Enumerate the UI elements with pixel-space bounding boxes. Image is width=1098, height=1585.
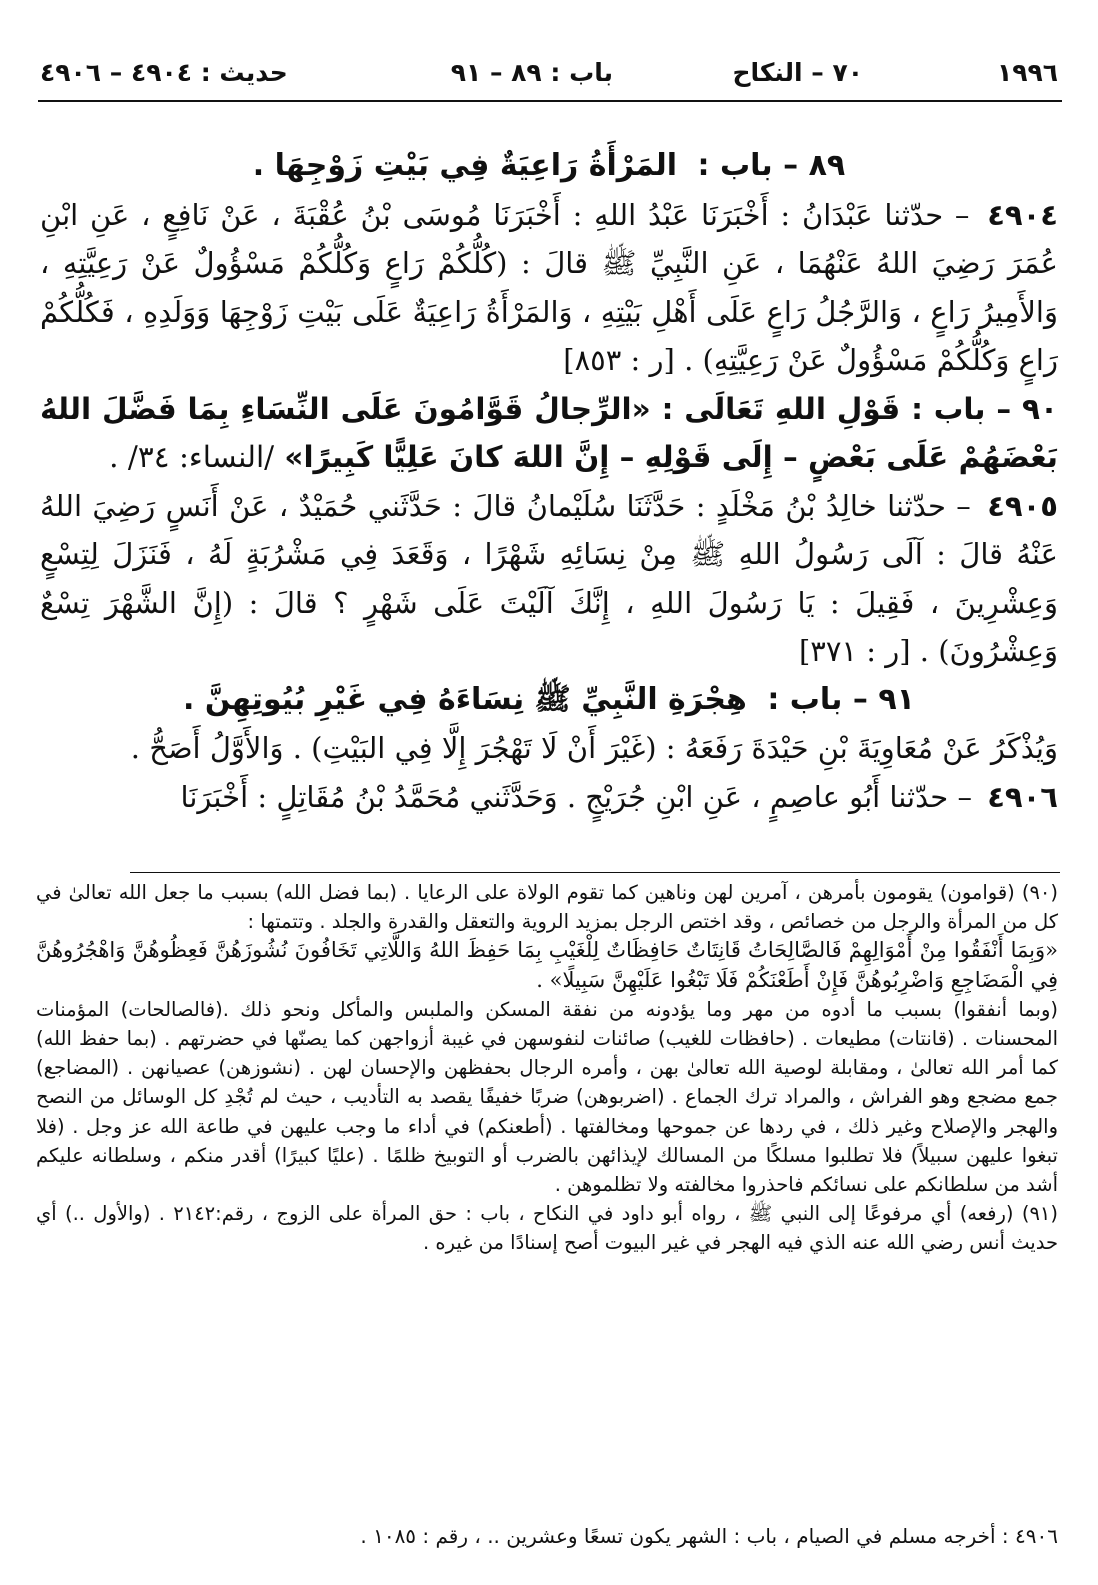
hadith-4906 xyxy=(40,773,1058,822)
page-number: ١٩٩٦ xyxy=(996,58,1058,87)
header-divider xyxy=(38,100,1062,102)
bab-89-title: المَرْأَةُ رَاعِيَةٌ فِي بَيْتِ زَوْجِهَا . xyxy=(252,148,678,183)
bab-91-text: وَيُذْكَرُ عَنْ مُعَاوِيَةَ بْنِ حَيْدَةَ رَفَعَهُ : (غَيْرَ أَنْ لَا تَهْجُرَ إِلَّا فِي البَيْتِ) . وَالأَوَّلُ أَصَحُّ . xyxy=(130,731,1058,765)
bab-89-heading xyxy=(40,142,1058,191)
bab-90-title: قَوْلِ اللهِ تَعَالَى : «الرِّجالُ قَوَّامُونَ عَلَى النِّسَاءِ بِمَا فَضَّلَ اللهُ بَعْضَهُمْ عَلَى بَعْضٍ – إِلَى قَوْلِهِ – إِنَّ اللهَ كانَ عَلِيًّا كَبِيرًا» xyxy=(40,391,1058,474)
bab-89-label: ٨٩ – باب : xyxy=(697,148,846,183)
footnotes xyxy=(36,878,1058,1258)
hadith-text: – حدّثنا عَبْدَانُ : أَخْبَرَنَا عَبْدُ اللهِ : أَخْبَرَنَا مُوسَى بْنُ عُقْبَةَ ، عَنْ نَافِعٍ ، عَنِ ابْنِ عُمَرَ رَضِيَ اللهُ عَنْهُمَا ، عَنِ النَّبِيِّ ﷺ قالَ : (كُلُّكُمْ رَاعٍ وَكُلُّكُمْ مَسْؤُولٌ عَنْ رَعِيَّتِهِ ، وَالأَمِيرُ رَاعٍ ، وَالرَّجُلُ رَاعٍ عَلَى أَهْلِ بَيْتِهِ ، وَالمَرْأَةُ رَاعِيَةٌ عَلَى بَيْتِ زَوْجِهَا وَوَلَدِهِ ، فَكُلُّكُمْ رَاعٍ وَكُلُّكُمْ مَسْؤُولٌ عَنْ رَعِيَّتِهِ) . xyxy=(40,197,1058,377)
kitab-title: ٧٠ – النكاح xyxy=(732,58,863,87)
bab-90-label: ٩٠ – باب : xyxy=(911,391,1058,426)
bab-91-heading xyxy=(40,676,1058,725)
footnote-91: (٩١) (رفعه) أي مرفوعًا إلى النبي ﷺ ، رواه أبو داود في النكاح ، باب : حق المرأة على الزوج ، رقم:٢١٤٢ . (والأول ..) أي حديث أنس رضي الله عنه الذي فيه الهجر في غير البيوت أصح إسنادًا من غيره . xyxy=(36,1202,1058,1255)
hadith-text: – حدّثنا خالِدُ بْنُ مَخْلَدٍ : حَدَّثَنَا سُلَيْمانُ قالَ : حَدَّثَني حُمَيْدٌ ، عَنْ أَنَسٍ رَضِيَ اللهُ عَنْهُ قالَ : آلَى رَسُولُ اللهِ ﷺ مِنْ نِسَائِهِ شَهْرًا ، وَقَعَدَ فِي مَشْرُبَةٍ لَهُ ، فَنَزَلَ لِتِسْعٍ وَعِشْرِينَ ، فَقِيلَ : يَا رَسُولَ اللهِ ، إِنَّكَ آلَيْتَ عَلَى شَهْرٍ ؟ قالَ : (إِنَّ الشَّهْرَ تِسْعٌ وَعِشْرُونَ) . xyxy=(40,488,1058,668)
main-text xyxy=(40,142,1058,821)
bab-90-heading xyxy=(40,385,1058,482)
takhrij-note: ٤٩٠٦ : أخرجه مسلم في الصيام ، باب : الشهر يكون تسعًا وعشرين .. ، رقم : ١٠٨٥ . xyxy=(360,1524,1058,1548)
verse-reference: /النساء: ٣٤/ . xyxy=(109,440,275,474)
footnote-90-verse: «وَبِمَا أَنْفَقُوا مِنْ أَمْوَالِهِمْ فَالصَّالِحَاتُ قَانِتَاتٌ حَافِظَاتٌ لِلْغَيْبِ بِمَا حَفِظَ اللهُ وَاللَّاتِي تَخَافُونَ نُشُوزَهُنَّ فَعِظُوهُنَّ وَاهْجُرُوهُنَّ فِي الْمَضَاجِعِ وَاضْرِبُوهُنَّ فَإِنْ أَطَعْنَكُمْ فَلَا تَبْغُوا عَلَيْهِنَّ سَبِيلًا» . xyxy=(36,938,1058,992)
hadith-4904 xyxy=(40,191,1058,385)
footnote-divider xyxy=(130,872,1060,873)
bab-91-label: ٩١ – باب : xyxy=(767,681,915,717)
hadith-number: ٤٩٠٤ xyxy=(987,197,1059,232)
bab-range: باب : ٨٩ – ٩١ xyxy=(450,58,613,87)
hadith-number: ٤٩٠٥ xyxy=(987,488,1059,523)
hadith-range: حديث : ٤٩٠٤ – ٤٩٠٦ xyxy=(40,58,288,87)
hadith-text: – حدّثنا أَبُو عاصِمٍ ، عَنِ ابْنِ جُرَيْجٍ . وَحَدَّثَني مُحَمَّدُ بْنُ مُقَاتِلٍ : أَخْبَرَنَا xyxy=(180,779,972,814)
footnote-90-glosses: (وبما أنفقوا) بسبب ما أدوه من مهر وما يؤدونه من نفقة المسكن والملبس والمأكل ونحو ذلك .(فالصالحات) المؤمنات المحسنات . (قانتات) مطيعات . (حافظات للغيب) صائنات لنفوسهن في غيبة أزواجهن كما يصنّها في حضرتهم . (بما حفظ الله) كما أمر الله تعالىٰ ، ومقابلة لوصية الله تعالىٰ بهن ، وأمره الرجال بحفظهن والإحسان لهن . (نشوزهن) عصيانهن . (المضاجع) جمع مضجع وهو الفراش ، والمراد ترك الجماع . (اضربوهن) ضربًا خفيفًا يقصد به التأديب ، حيث لم تُجْدِ كل الوسائل من النصح والهجر والإصلاح وغير ذلك ، في ردها عن جموحها ومخالفتها . (أطعنكم) في أداء ما وجب عليهن في طاعة الله عز وجل . (فلا تبغوا عليهن سبيلاً) فلا تطلبوا مسلكًا من المسالك لإيذائهن بالضرب أو التوبيخ ظلمًا . (عليًا كبيرًا) أقدر منكم ، وسلطانه عليكم أشد من سلطانكم على نسائكم فاحذروا مخالفته ولا تظلموهن . xyxy=(36,997,1058,1197)
bab-91-title: هِجْرَةِ النَّبِيِّ ﷺ نِسَاءَهُ فِي غَيْرِ بُيُوتِهِنَّ . xyxy=(183,681,747,717)
running-header xyxy=(40,54,1058,94)
cross-reference: [ر : ٣٧١] xyxy=(798,634,911,668)
hadith-4905 xyxy=(40,482,1058,676)
hadith-number: ٤٩٠٦ xyxy=(987,779,1058,814)
cross-reference: [ر : ٨٥٣] xyxy=(563,343,675,377)
footnote-90-intro: (٩٠) (قوامون) يقومون بأمرهن ، آمرين لهن وناهين كما تقوم الولاة على الرعايا . (بما فضل الله) بسبب ما جعل الله تعالىٰ في كل من المرأة والرجل من خصائص ، وقد اختص الرجل بمزيد الروية والتعقل والقدرة والجلد . وتتمتها : xyxy=(36,881,1058,934)
